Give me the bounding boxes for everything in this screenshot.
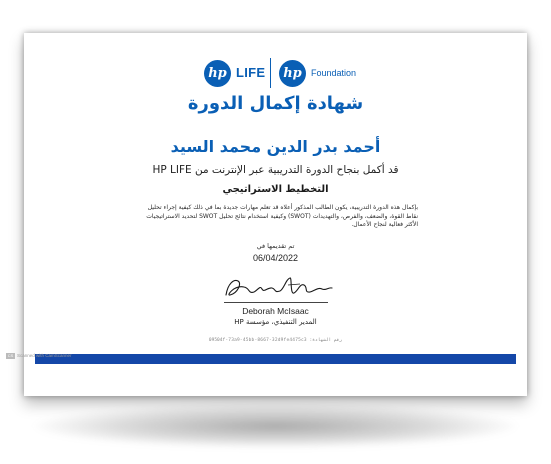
- completion-statement: قد أكمل بنجاح الدورة التدريبية عبر الإنترنت من HP LIFE: [152, 164, 399, 176]
- course-description: بإكمال هذه الدورة التدريبية، يكون الطالب المذكور أعلاه قد تعلم مهارات جديدة بما في ذلك كيفية إجراء تحليل نقاط القوة، والضعف، والفرص، والتهديدات (SWOT) وكيفية استخدام نتائج تحليل SWOT لتحديد الاستراتيجيات الأكثر فعالية لنجاح الأعمال.: [146, 204, 418, 228]
- issued-label: تم تقديمها في: [256, 242, 295, 250]
- scanner-watermark: [6, 352, 72, 360]
- scanner-text: Scanned with CamScanner: [17, 353, 72, 358]
- logo-row: [24, 60, 527, 90]
- camscanner-icon: CS: [7, 352, 14, 358]
- page-shadow: [34, 404, 517, 448]
- course-name: التخطيط الاستراتيجي: [222, 184, 329, 195]
- certificate-page: [24, 33, 527, 396]
- hp-logo-icon: hp: [204, 60, 231, 87]
- issued-date: 06/04/2022: [252, 253, 299, 263]
- foundation-wordmark: Foundation: [311, 68, 357, 78]
- footer-blue-bar: [35, 354, 516, 364]
- certificate-id: رقم الشهادة: 09504f-73a9-45bb-8667-32d9fe4475c3: [208, 338, 343, 343]
- certificate-title: شهادة إكمال الدورة: [187, 93, 364, 114]
- hp-life-wordmark: LIFE: [236, 65, 266, 80]
- recipient-name: أحمد بدر الدين محمد السيد: [170, 137, 381, 156]
- signer-title: المدير التنفيذي، مؤسسة HP: [234, 318, 317, 326]
- signer-name: Deborah McIsaac: [242, 306, 309, 316]
- signature-image: [204, 275, 354, 301]
- logo-divider: [270, 58, 271, 88]
- hp-foundation-logo-icon: hp: [279, 60, 306, 87]
- signature-line: [224, 302, 328, 303]
